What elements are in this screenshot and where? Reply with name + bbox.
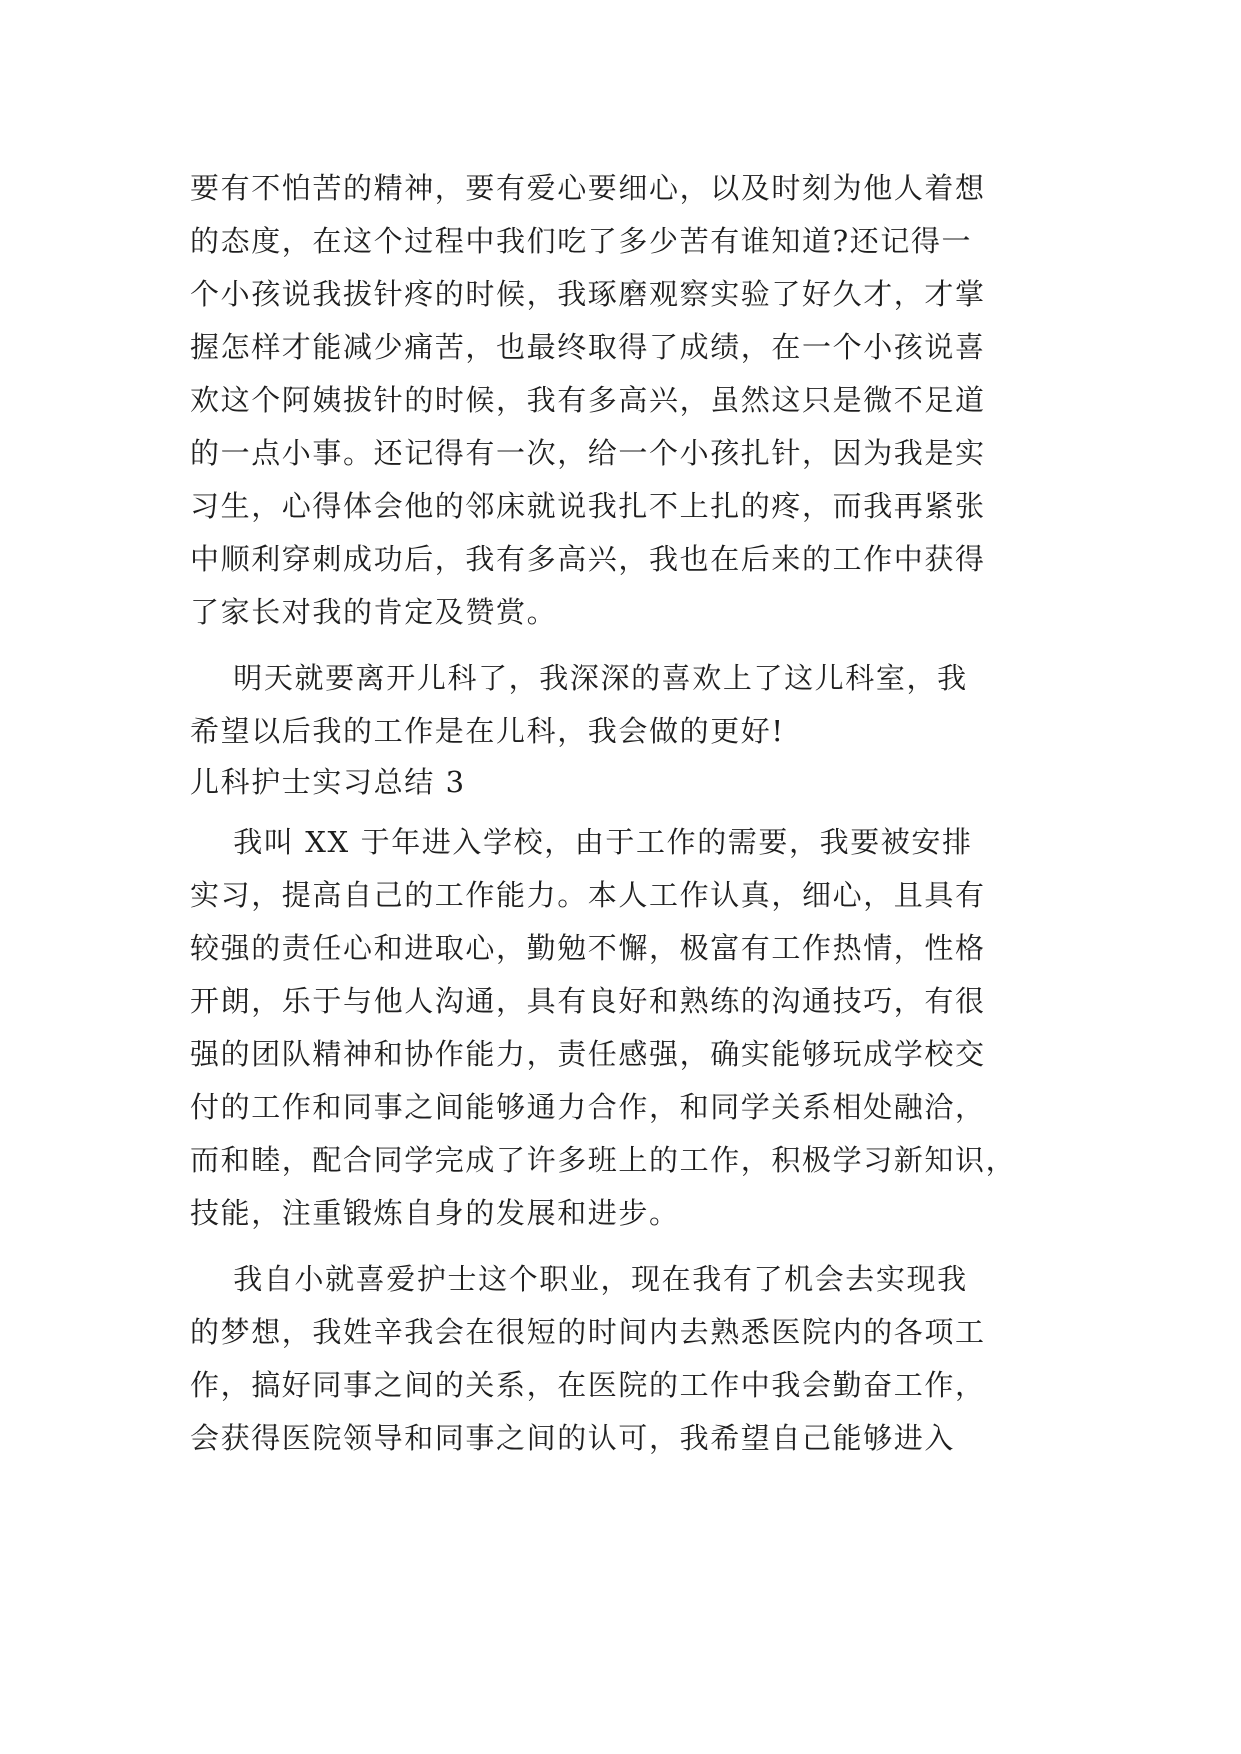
text-line: 的一点小事。还记得有一次，给一个小孩扎针，因为我是实 (190, 436, 986, 470)
text-line: 个小孩说我拔针疼的时候，我琢磨观察实验了好久才，才掌 (190, 277, 986, 311)
text-line: 而和睦，配合同学完成了许多班上的工作，积极学习新知识， (190, 1143, 1017, 1177)
text-line: 习生，心得体会他的邻床就说我扎不上扎的疼，而我再紧张 (190, 489, 986, 523)
text-line: 中顺利穿刺成功后，我有多高兴，我也在后来的工作中获得 (190, 542, 986, 576)
text-line: 技能，注重锻炼自身的发展和进步。 (190, 1196, 680, 1230)
text-line: 会获得医院领导和同事之间的认可，我希望自己能够进入 (190, 1421, 956, 1455)
body-text (190, 0, 1070, 1455)
text-line: 希望以后我的工作是在儿科，我会做的更好! (190, 714, 785, 748)
section-heading: 儿科护士实习总结 3 (190, 765, 466, 799)
text-line: 付的工作和同事之间能够通力合作，和同学关系相处融洽， (190, 1090, 986, 1124)
text-line: 欢这个阿姨拔针的时候，我有多高兴，虽然这只是微不足道 (190, 383, 986, 417)
text-line: 较强的责任心和进取心，勤勉不懈，极富有工作热情，性格 (190, 931, 986, 965)
text-line: 的梦想，我姓辛我会在很短的时间内去熟悉医院内的各项工 (190, 1315, 986, 1349)
text-line: 强的团队精神和协作能力，责任感强，确实能够玩成学校交 (190, 1037, 986, 1071)
text-line: 我叫 XX 于年进入学校，由于工作的需要，我要被安排 (190, 825, 973, 859)
text-line: 的态度，在这个过程中我们吃了多少苦有谁知道?还记得一 (190, 224, 973, 258)
text-line: 明天就要离开儿科了，我深深的喜欢上了这儿科室，我 (190, 661, 968, 695)
text-line: 了家长对我的肯定及赞赏。 (190, 595, 558, 629)
text-line: 开朗，乐于与他人沟通，具有良好和熟练的沟通技巧，有很 (190, 984, 986, 1018)
text-line: 握怎样才能减少痛苦，也最终取得了成绩，在一个小孩说喜 (190, 330, 986, 364)
text-line: 实习，提高自己的工作能力。本人工作认真，细心，且具有 (190, 878, 986, 912)
text-line: 要有不怕苦的精神，要有爱心要细心，以及时刻为他人着想 (190, 171, 986, 205)
text-line: 我自小就喜爱护士这个职业，现在我有了机会去实现我 (190, 1262, 968, 1296)
text-line: 作，搞好同事之间的关系，在医院的工作中我会勤奋工作， (190, 1368, 986, 1402)
